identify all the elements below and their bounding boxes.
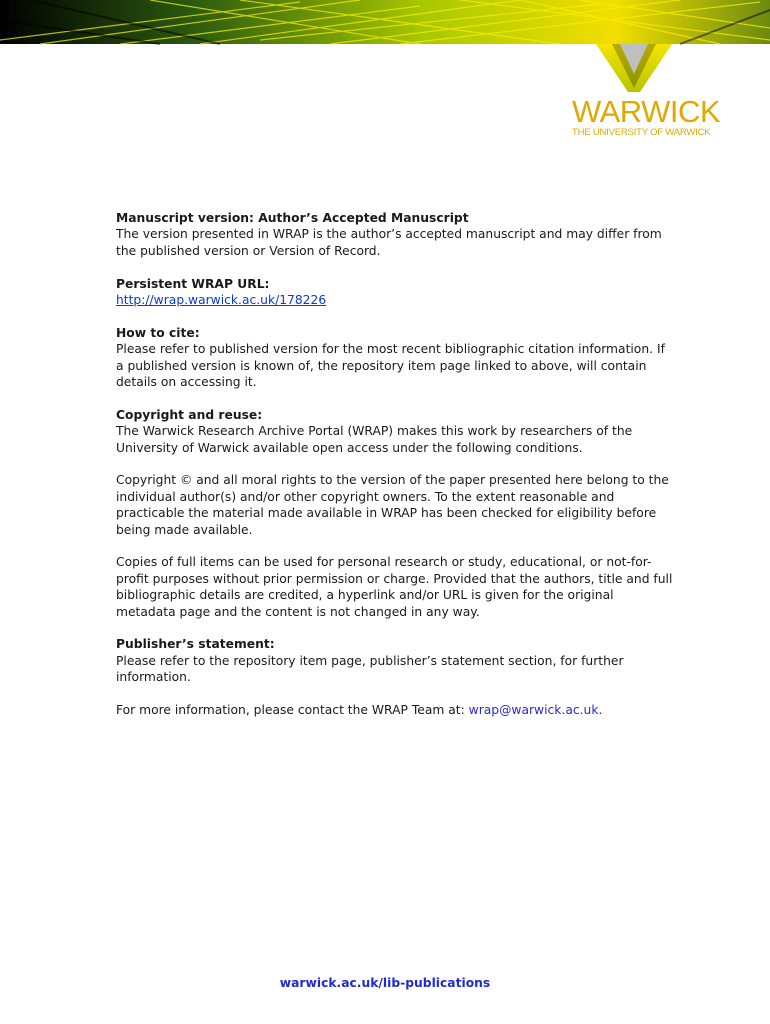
copyright-text-2: Copyright © and all moral rights to the version of the paper presented here belong to the individual author(s) and/or other copyright owners. To the extent reasonable and practicable the material made available in WRAP has been checked for eligibility before being made available.: [116, 473, 669, 537]
warwick-logo-wordmark: WARWICK: [572, 94, 721, 129]
copyright-text-3: Copies of full items can be used for personal research or study, educational, or not-for-profit purposes without prior permission or charge. Provided that the authors, title and full bibliographic details are credited, a hyperlink and/or URL is given for the original metadata page and the content is not changed in any way.: [116, 555, 673, 619]
persistent-url-section: [116, 276, 676, 309]
footer-lib-publications-link[interactable]: warwick.ac.uk/lib-publications: [279, 976, 491, 990]
publisher-statement-section: [116, 636, 676, 685]
notice-content: [116, 210, 676, 735]
manuscript-version-heading: Manuscript version: Author’s Accepted Manuscript: [116, 211, 469, 225]
publisher-statement-text: Please refer to the repository item page, publisher’s statement section, for further information.: [116, 653, 624, 685]
persistent-url-link[interactable]: http://wrap.warwick.ac.uk/178226: [116, 293, 327, 308]
how-to-cite-text: Please refer to published version for the most recent bibliographic citation information. If a published version is known of, the repository item page linked to above, will contain details on accessing it.: [116, 342, 665, 390]
how-to-cite-section: [116, 325, 676, 391]
manuscript-version-section: [116, 210, 676, 259]
copyright-paragraph-2: [116, 472, 676, 538]
warwick-logo-tagline: THE UNIVERSITY OF WARWICK: [572, 127, 711, 138]
copyright-heading: Copyright and reuse:: [116, 407, 263, 422]
publisher-statement-heading: Publisher’s statement:: [116, 637, 275, 652]
contact-email-link[interactable]: wrap@warwick.ac.uk.: [468, 703, 603, 718]
copyright-paragraph-3: [116, 554, 676, 620]
how-to-cite-heading: How to cite:: [116, 325, 200, 340]
contact-text: For more information, please contact the WRAP Team at:: [116, 703, 469, 718]
copyright-section: [116, 407, 676, 456]
copyright-text-1: The Warwick Research Archive Portal (WRAP) makes this work by researchers of the University of Warwick available open access under the following conditions.: [116, 424, 633, 455]
contact-section: [116, 702, 676, 718]
manuscript-version-text: The version presented in WRAP is the author’s accepted manuscript and may differ from the published version or Version of Record.: [116, 227, 662, 258]
persistent-url-heading: Persistent WRAP URL:: [116, 276, 270, 291]
